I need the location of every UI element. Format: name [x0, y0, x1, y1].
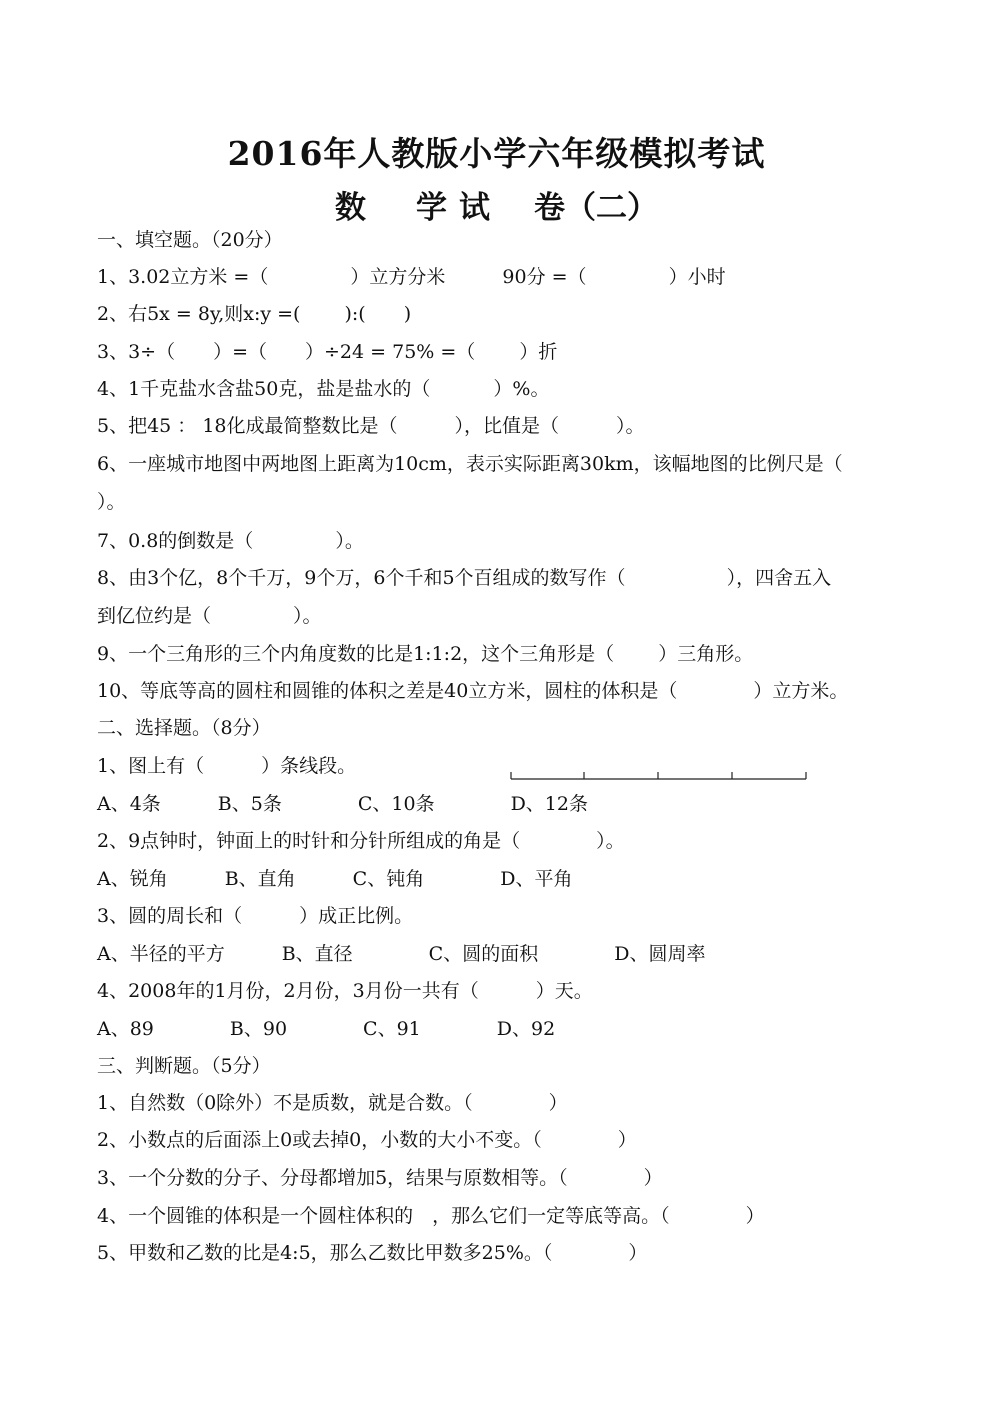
- question-line: 3、圆的周长和（ ）成正比例。: [97, 905, 414, 927]
- section-heading: 二、选择题。（8分）: [97, 717, 271, 739]
- question-line: ）。: [97, 491, 126, 513]
- subtitle-char: 试: [459, 190, 490, 226]
- section-heading: 三、判断题。（5分）: [97, 1055, 271, 1077]
- subtitle-char: 卷: [534, 190, 565, 226]
- question-line: 1、自然数（0除外）不是质数，就是合数。（ ）: [97, 1092, 568, 1114]
- question-line: 10、等底等高的圆柱和圆锥的体积之差是40立方米，圆柱的体积是（ ）立方米。: [97, 680, 849, 702]
- question-line: 3、一个分数的分子、分母都增加5，结果与原数相等。（ ）: [97, 1167, 663, 1189]
- question-line: 2、右5x = 8y,则x:y =( ):( ): [97, 303, 412, 325]
- question-line: 8、由3个亿，8个千万，9个万，6个千和5个百组成的数写作（ ），四舍五入: [97, 567, 832, 589]
- section-heading: 一、填空题。（20分）: [97, 229, 283, 251]
- question-line: 9、一个三角形的三个内角度数的比是1:1:2，这个三角形是（ ）三角形。: [97, 643, 754, 665]
- subtitle-char: 数: [335, 190, 366, 226]
- question-line: 5、甲数和乙数的比是4:5，那么乙数比甲数多25%。（ ）: [97, 1242, 648, 1264]
- question-line: 6、一座城市地图中两地图上距离为10cm，表示实际距离30km，该幅地图的比例尺是（: [97, 453, 843, 475]
- subtitle-char: （二）: [565, 190, 658, 226]
- question-line: 2、小数点的后面添上0或去掉0，小数的大小不变。（ ）: [97, 1129, 637, 1151]
- question-line: 到亿位约是（ ）。: [97, 605, 322, 627]
- exam-subtitle: [0, 182, 993, 227]
- answer-options: A、半径的平方 B、直径 C、圆的面积 D、圆周率: [97, 943, 706, 965]
- exam-title: 2016年人教版小学六年级模拟考试: [227, 134, 766, 173]
- answer-options: A、4条 B、5条 C、10条 D、12条: [97, 793, 588, 815]
- question-line: 4、2008年的1月份，2月份，3月份一共有（ ）天。: [97, 980, 593, 1002]
- subtitle-char: 学: [416, 190, 447, 226]
- answer-options: A、89 B、90 C、91 D、92: [97, 1018, 556, 1040]
- question-line: 7、0.8的倒数是（ ）。: [97, 530, 364, 552]
- question-line: 1、图上有（ ）条线段。: [97, 755, 357, 777]
- answer-options: A、锐角 B、直角 C、钝角 D、平角: [97, 868, 573, 890]
- question-line: 4、1千克盐水含盐50克，盐是盐水的（ ）%。: [97, 378, 550, 400]
- line-segment-figure: [510, 768, 807, 780]
- question-line: 2、9点钟时，钟面上的时针和分针所组成的角是（ ）。: [97, 830, 625, 852]
- question-line: 4、一个圆锥的体积是一个圆柱体积的 ，那么它们一定等底等高。（ ）: [97, 1205, 765, 1227]
- question-line: 1、3.02立方米 =（ ）立方分米 90分 =（ ）小时: [97, 266, 726, 288]
- question-line: 5、把45 ： 18化成最简整数比是（ ），比值是（ ）。: [97, 415, 645, 437]
- question-line: 3、3÷（ ）=（ ）÷24 = 75% =（ ）折: [97, 341, 558, 363]
